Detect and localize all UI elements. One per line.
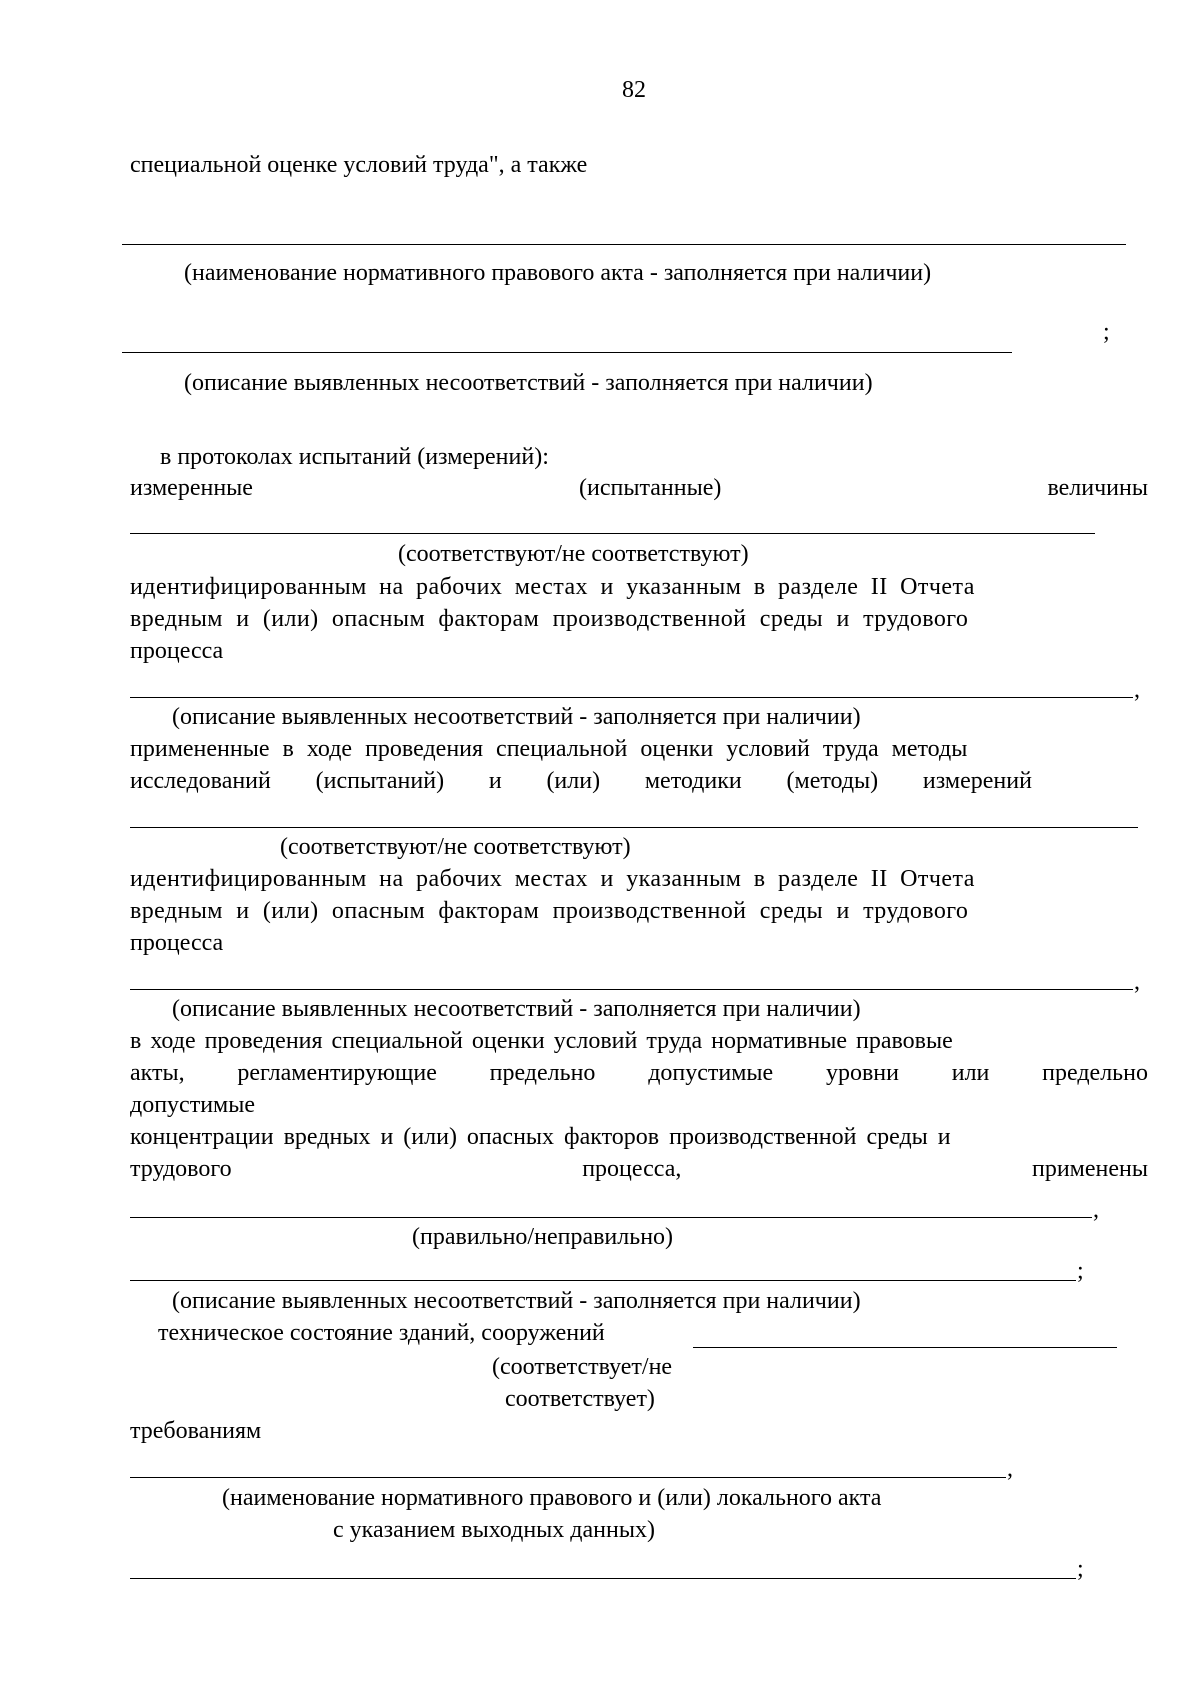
text-line: вредным и (или) опасным факторам производственной среды и трудового [130,898,969,924]
word: измерений [922,768,1032,794]
text-line: идентифицированным на рабочих местах и указанным в разделе II Отчета [130,574,975,600]
caption: (описание выявленных несоответствий - заполняется при наличии) [184,370,873,396]
word: и [488,768,502,794]
fill-line [130,1477,1006,1478]
fill-line [130,1578,1076,1579]
punctuation: ; [1103,319,1110,345]
text-line: в ходе проведения специальной оценки условий труда нормативные правовые [130,1028,953,1054]
text-line [130,1155,1148,1183]
word: акты, [130,1060,185,1086]
text-line: идентифицированным на рабочих местах и указанным в разделе II Отчета [130,866,975,892]
word: регламентирующие [237,1060,437,1086]
punctuation: ; [1077,1556,1084,1582]
text-line: концентрации вредных и (или) опасных факторов производственной среды и [130,1124,951,1150]
punctuation: , [1007,1456,1013,1482]
caption: (правильно/неправильно) [412,1224,674,1250]
word: уровни [825,1060,899,1086]
punctuation: , [1134,969,1140,995]
word: предельно [489,1060,596,1086]
fill-line [130,697,1133,698]
fill-line [130,827,1138,828]
fill-line [122,352,1012,353]
text-line [130,767,1032,795]
punctuation: , [1093,1197,1099,1223]
text-line: требованиям [130,1418,262,1444]
caption: (наименование нормативного правового и (или) локального акта [222,1485,882,1511]
fill-line [130,533,1095,534]
fill-line [130,1280,1076,1281]
text-line: специальной оценке условий труда", а также [130,152,588,178]
word: измеренные [130,475,253,501]
fill-line [130,1217,1092,1218]
text-line: процесса [130,930,224,956]
word: или [951,1060,990,1086]
word: величины [1047,475,1148,501]
text-line: примененные в ходе проведения специальной оценки условий труда методы [130,736,968,762]
caption: (соответствует/не [492,1354,673,1380]
text-line [130,1059,1148,1087]
word: (методы) [786,768,879,794]
word: (или) [546,768,601,794]
fill-line [693,1347,1117,1348]
text-line: в протоколах испытаний (измерений): [160,444,549,470]
word: (испытаний) [315,768,445,794]
word: применены [1031,1156,1148,1182]
punctuation: ; [1077,1258,1084,1284]
word: процесса, [582,1156,682,1182]
word: трудового [130,1156,232,1182]
text-line: вредным и (или) опасным факторам производственной среды и трудового [130,606,969,632]
text-line [130,474,1148,502]
word: предельно [1042,1060,1148,1086]
word: допустимые [648,1060,774,1086]
fill-line [130,989,1133,990]
word: исследований [130,768,271,794]
caption: соответствует) [505,1386,655,1412]
page-number: 82 [622,77,646,103]
caption: с указанием выходных данных) [333,1517,655,1543]
text-line: техническое состояние зданий, сооружений [158,1320,605,1346]
text-line: процесса [130,638,224,664]
word: (испытанные) [579,475,722,501]
caption: (описание выявленных несоответствий - заполняется при наличии) [172,1288,861,1314]
caption: (соответствуют/не соответствуют) [280,834,631,860]
fill-line [122,244,1126,245]
text-line: допустимые [130,1092,256,1118]
caption: (описание выявленных несоответствий - заполняется при наличии) [172,996,861,1022]
caption: (соответствуют/не соответствуют) [398,541,749,567]
punctuation: , [1134,677,1140,703]
caption: (описание выявленных несоответствий - заполняется при наличии) [172,704,861,730]
caption: (наименование нормативного правового акта - заполняется при наличии) [184,260,932,286]
word: методики [644,768,742,794]
